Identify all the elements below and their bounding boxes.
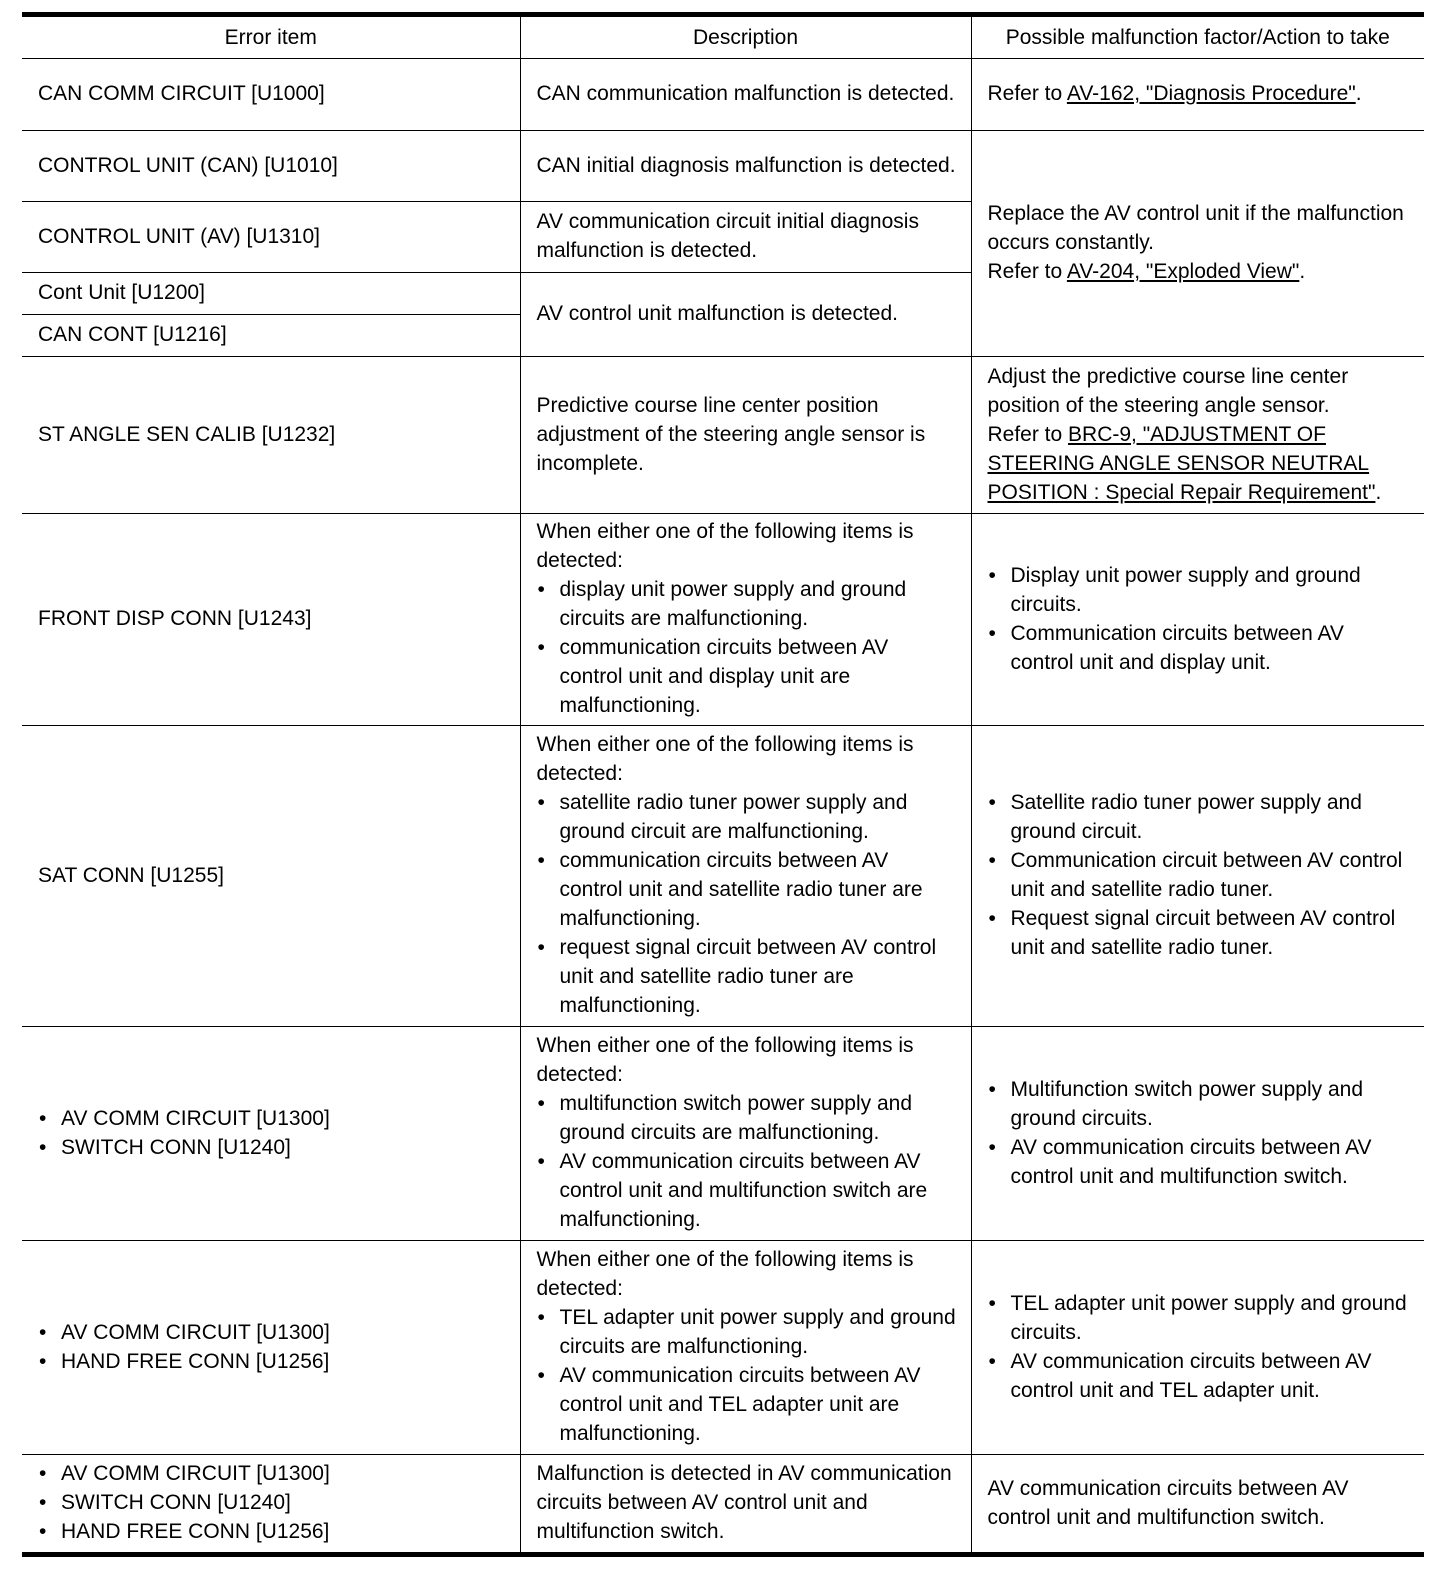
error-item-list [38,1318,506,1376]
header-row [22,15,1424,59]
list-item: • satellite radio tuner power supply and ground circuit are malfunctioning. [537,788,957,846]
list-item: • communication circuits between AV control unit and display unit are malfunctioning. [537,633,957,720]
list-item: • AV communication circuits between AV control unit and multifunction switch are malfunctioning. [537,1147,957,1234]
action-text: Refer to [987,422,1069,446]
list-item: • Communication circuits between AV control unit and display unit. [988,619,1411,677]
error-item-cell: Cont Unit [U1200] [22,273,520,315]
action-cell [971,59,1424,131]
header-error-item: Error item [22,15,520,59]
error-item-list [38,1104,506,1162]
list-item: • HAND FREE CONN [U1256] [38,1517,506,1546]
list-item: • AV communication circuits between AV control unit and TEL adapter unit. [988,1347,1411,1405]
list-item: • display unit power supply and ground circuits are malfunctioning. [537,575,957,633]
action-text: Refer to [987,82,1067,105]
description-cell: Predictive course line center position adjustment of the steering angle sensor is incomplete. [520,357,971,514]
list-item: • AV COMM CIRCUIT [U1300] [38,1459,506,1488]
table-row [22,726,1424,1027]
table-row [22,1027,1424,1241]
error-item-cell: CAN COMM CIRCUIT [U1000] [22,59,520,131]
reference-link[interactable]: BRC-9, "ADJUSTMENT OF STEERING ANGLE SENSOR NEUTRAL POSITION : Special Repair Requirement" [987,422,1376,504]
table-row [22,131,1424,202]
description-intro: When either one of the following items is detected: [536,733,914,785]
description-intro: When either one of the following items is detected: [536,1248,914,1300]
list-item: • Request signal circuit between AV control unit and satellite radio tuner. [988,904,1411,962]
action-text: Adjust the predictive course line center position of the steering angle sensor. [987,364,1349,417]
error-item-cell [22,1241,520,1455]
diagnosis-table [22,12,1424,1557]
table-row [22,59,1424,131]
list-item: • SWITCH CONN [U1240] [38,1488,506,1517]
description-cell: CAN communication malfunction is detected. [520,59,971,131]
header-description: Description [520,15,971,59]
description-cell [520,726,971,1027]
description-cell [520,1241,971,1455]
description-list [537,788,957,1020]
list-item: • request signal circuit between AV control unit and satellite radio tuner are malfunctioning. [537,933,957,1020]
description-list [537,1089,957,1234]
action-cell [971,514,1424,726]
list-item: • SWITCH CONN [U1240] [38,1133,506,1162]
reference-link[interactable]: AV-162, "Diagnosis Procedure" [1066,82,1356,105]
description-intro: When either one of the following items is detected: [536,520,914,572]
list-item: • AV communication circuits between AV control unit and multifunction switch. [988,1133,1411,1191]
description-cell [520,1027,971,1241]
action-list [988,788,1411,962]
reference-link[interactable]: AV-204, "Exploded View" [1066,260,1300,283]
list-item: • communication circuits between AV control unit and satellite radio tuner are malfunctioning. [537,846,957,933]
list-item: • Communication circuit between AV control unit and satellite radio tuner. [988,846,1411,904]
error-item-cell: CAN CONT [U1216] [22,315,520,357]
error-item-cell: CONTROL UNIT (CAN) [U1010] [22,131,520,202]
action-text: . [1355,82,1362,105]
list-item: • AV communication circuits between AV control unit and TEL adapter unit are malfunctioning. [537,1361,957,1448]
action-text: Refer to [987,260,1067,283]
list-item: • AV COMM CIRCUIT [U1300] [38,1104,506,1133]
description-cell: AV control unit malfunction is detected. [520,273,971,357]
action-cell [971,357,1424,514]
error-item-cell [22,1027,520,1241]
description-list [537,1303,957,1448]
header-action: Possible malfunction factor/Action to take [971,15,1424,59]
table-row [22,514,1424,726]
error-item-list [38,1459,506,1546]
action-list [988,561,1411,677]
description-cell: Malfunction is detected in AV communication circuits between AV control unit and multifunction switch. [520,1455,971,1555]
list-item: • Multifunction switch power supply and ground circuits. [988,1075,1411,1133]
action-cell [971,1241,1424,1455]
table-row [22,357,1424,514]
action-text: . [1299,260,1306,283]
list-item: • AV COMM CIRCUIT [U1300] [38,1318,506,1347]
action-cell [971,131,1424,357]
action-text: . [1375,480,1382,504]
list-item: • Satellite radio tuner power supply and ground circuit. [988,788,1411,846]
table-row [22,1241,1424,1455]
description-intro: When either one of the following items is detected: [536,1034,914,1086]
description-cell: CAN initial diagnosis malfunction is detected. [520,131,971,202]
error-item-cell: ST ANGLE SEN CALIB [U1232] [22,357,520,514]
list-item: • Display unit power supply and ground circuits. [988,561,1411,619]
error-item-cell: SAT CONN [U1255] [22,726,520,1027]
error-item-cell: CONTROL UNIT (AV) [U1310] [22,202,520,273]
list-item: • TEL adapter unit power supply and ground circuits. [988,1289,1411,1347]
description-cell: AV communication circuit initial diagnosis malfunction is detected. [520,202,971,273]
list-item: • multifunction switch power supply and ground circuits are malfunctioning. [537,1089,957,1147]
action-list [988,1075,1411,1191]
description-list [537,575,957,720]
list-item: • TEL adapter unit power supply and ground circuits are malfunctioning. [537,1303,957,1361]
list-item: • HAND FREE CONN [U1256] [38,1347,506,1376]
action-text: Replace the AV control unit if the malfunction occurs constantly. [987,202,1404,254]
action-cell [971,1027,1424,1241]
table-row [22,1455,1424,1555]
error-item-cell [22,1455,520,1555]
error-item-cell: FRONT DISP CONN [U1243] [22,514,520,726]
action-list [988,1289,1411,1405]
action-cell: AV communication circuits between AV control unit and multifunction switch. [971,1455,1424,1555]
description-cell [520,514,971,726]
action-cell [971,726,1424,1027]
